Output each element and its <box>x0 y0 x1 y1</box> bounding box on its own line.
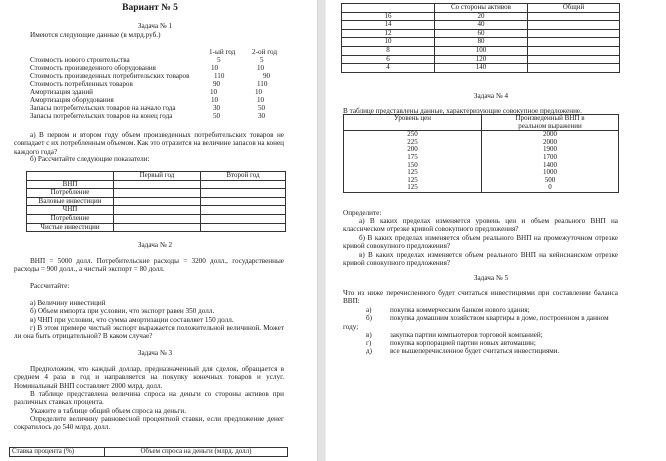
task4-question-b: б) В каких пределах изменяется объем реального ВНП на промежуточном отрезке кривой совокупного предложения? <box>343 234 618 251</box>
task5-option-b-continuation: году; <box>343 323 359 331</box>
task1-answer-table <box>26 171 286 232</box>
document-page-left <box>0 0 317 461</box>
table-row: 150 1400 <box>344 162 619 170</box>
row-label: Потребление <box>27 189 114 198</box>
table-row: 8 100 <box>342 46 620 55</box>
task3-paragraph-1: Предположим, что каждый доллар, предназначенный для сделок, обращается в среднем 4 раза в год и направляется на покупку конечных товаров и услуг. Номинальный ВНП составляет 2000 млрд. долл. <box>14 365 284 390</box>
task4-question-a: а) В каких пределах изменяется уровень цен и объем реального ВНП на классическом отрезке кривой совокупного предложения? <box>343 217 618 234</box>
table-header: Со стороны активов <box>435 4 528 13</box>
task2-item-b: б) Объем импорта при условии, что экспорт равен 350 долл. <box>30 307 215 315</box>
answer-cell[interactable] <box>114 189 201 198</box>
task4-question-c: в) В каких пределах изменяется объем реального ВНП на кейнсианском отрезке кривой совокупного предложения? <box>343 251 618 268</box>
answer-cell[interactable] <box>114 214 201 223</box>
answer-cell[interactable] <box>201 189 286 198</box>
total-cell[interactable] <box>528 64 620 73</box>
page-separator <box>317 0 326 461</box>
task4-determine-label: Определите: <box>343 209 382 217</box>
task3-table-header <box>9 447 288 457</box>
answer-cell[interactable] <box>114 206 201 215</box>
task5-intro: Что из ниже перечисленного будет считаться инвестициями при составлении баланса ВВП: <box>343 289 618 306</box>
table-row: 10 80 <box>342 38 620 47</box>
table-row: 12 60 <box>342 29 620 38</box>
table-row: 175 1700 <box>344 154 619 162</box>
answer-cell[interactable] <box>201 180 286 189</box>
answer-cell[interactable] <box>201 197 286 206</box>
row-label: ВНП <box>27 180 114 189</box>
task3-paragraph-3: Укажите в таблице общий объем спроса на деньги. <box>30 407 186 415</box>
total-cell[interactable] <box>528 21 620 30</box>
col-header-year1: 1-ый год <box>209 48 236 56</box>
task1-question-b: б) Рассчитайте следующие показатели: <box>30 155 150 163</box>
table-header <box>342 4 435 13</box>
col-header-year2: 2-ой год <box>252 48 278 56</box>
table-header: Произведенный ВНП в реальном выражении <box>482 115 619 131</box>
table-header: Общий <box>528 4 620 13</box>
table-row: 16 20 <box>342 12 620 21</box>
answer-cell[interactable] <box>201 214 286 223</box>
task4-aggregate-supply-table <box>343 114 619 193</box>
task2-item-d: г) В этом примере чистый экспорт выражается положительной величиной. Может ли она быть отрицательной? В каком случае? <box>14 324 284 341</box>
answer-cell[interactable] <box>114 197 201 206</box>
row-label: ЧНП <box>27 206 114 215</box>
total-cell[interactable] <box>528 29 620 38</box>
table-header: Объем спроса на деньги (млрд. долл) <box>105 448 288 457</box>
table-header: Ставка процента (%) <box>10 448 105 457</box>
row-label: Чистые инвестиции <box>27 223 114 232</box>
data-row: Запасы потребительских товаров на конец года 50 30 <box>30 112 266 120</box>
task2-heading: Задача № 2 <box>137 241 173 249</box>
table-row: 4 140 <box>342 64 620 73</box>
total-cell[interactable] <box>528 12 620 21</box>
task4-intro: В таблице представлены данные, характеризующие совокупное предложение. <box>343 107 582 115</box>
data-row: Стоимость произведенного оборудования 10 10 <box>30 64 265 72</box>
data-row: Амортизация зданий 10 10 <box>30 88 263 96</box>
answer-cell[interactable] <box>114 180 201 189</box>
task5-heading: Задача № 5 <box>473 274 509 282</box>
table-header <box>27 172 114 181</box>
row-label: Потребление <box>27 214 114 223</box>
task2-text: ВНП = 5000 долл. Потребительские расходы = 3200 долл., государственные расходы = 900 долл., а чистый экспорт = 80 долл. <box>14 257 284 274</box>
table-row: 125 0 <box>344 184 619 192</box>
document-page-right: Со стороны активов Общий 16 20 14 40 12 60 10 80 8 100 6 120 4 140 Задача № 4 В таблице представлены данные, характеризующие совокупное предложение. Уровень цен Произведенный ВНП в реальном выражении 250 2000 225 2000 200 1900 175 1700 150 1400 125 1000 125 500 125 0 Определите: а) В каких пределах изменяется уровень цен и объем реального ВНП на классическом отрезке кривой совокупного предложения? б) В каких пределах изменяется объем реального ВНП на промежуточном отрезке кривой совокупного предложения? в) В каких пределах изменяется объем реального ВНП на кейнсианском отрезке кривой совокупного предложения? Задача № 5 Что из ниже перечисленного будет считаться инвестициями при составлении баланса ВВП: а) покупка коммерческим банком нового здания; б) покупка домашним хозяйством квартиры в доме, построенном в данном году; в) закупка партии компьютеров торговой компанией; г) покупка корпорацией партии новых автомашин; д) все вышеперечисленное будет считаться инвестициями. <box>326 0 666 461</box>
task4-heading: Задача № 4 <box>473 92 509 100</box>
table-row: 125 1000 <box>344 169 619 177</box>
table-row: 6 120 <box>342 55 620 64</box>
table-header: Второй год <box>201 172 286 181</box>
task3-money-demand-table <box>341 3 620 73</box>
task2-calc-label: Рассчитайте: <box>30 282 70 290</box>
data-row: Стоимость произведенных потребительских товаров 110 90 <box>30 72 271 80</box>
variant-title: Вариант № 5 <box>122 3 178 13</box>
task1-question-a: а) В первом и втором году объем произведенных потребительских товаров не совпадает с их потребленным объемом. Как это отразится на величине запасов на конец каждого года? <box>14 131 284 156</box>
total-cell[interactable] <box>528 46 620 55</box>
data-row: Запасы потребительских товаров на начало года 30 50 <box>30 104 266 112</box>
task1-heading: Задача № 1 <box>137 22 173 30</box>
task1-intro: Имеются следующие данные (в млрд.руб.) <box>30 31 161 39</box>
table-header: Первый год <box>114 172 201 181</box>
data-row: Стоимость потребленных товаров 90 110 <box>30 80 268 88</box>
table-header: Уровень цен <box>344 115 482 131</box>
answer-cell[interactable] <box>201 223 286 232</box>
total-cell[interactable] <box>528 55 620 64</box>
task3-paragraph-2: В таблице представлена величина спроса на деньги со стороны активов при различных ставках процента. <box>14 390 284 407</box>
table-row: 250 2000 <box>344 131 619 139</box>
task3-paragraph-4: Определите величину равновесной процентной ставки, если предложение денег сократилось до 540 млрд. долл. <box>14 415 284 432</box>
task2-item-a: а) Величину инвестиций <box>30 299 106 307</box>
task3-heading: Задача № 3 <box>137 349 173 357</box>
table-row: 225 2000 <box>344 139 619 147</box>
table-row: 125 500 <box>344 177 619 185</box>
table-row: 14 40 <box>342 21 620 30</box>
answer-cell[interactable] <box>201 206 286 215</box>
task2-item-c: в) ЧНП при условии, что сумма амортизации составляет 150 долл. <box>30 316 234 324</box>
row-label: Валовые инвестиции <box>27 197 114 206</box>
data-row: Амортизация оборудования 10 10 <box>30 96 265 104</box>
data-row: Стоимость нового строительства 5 5 <box>30 56 264 64</box>
total-cell[interactable] <box>528 38 620 47</box>
table-row: 200 1900 <box>344 146 619 154</box>
answer-cell[interactable] <box>114 223 201 232</box>
